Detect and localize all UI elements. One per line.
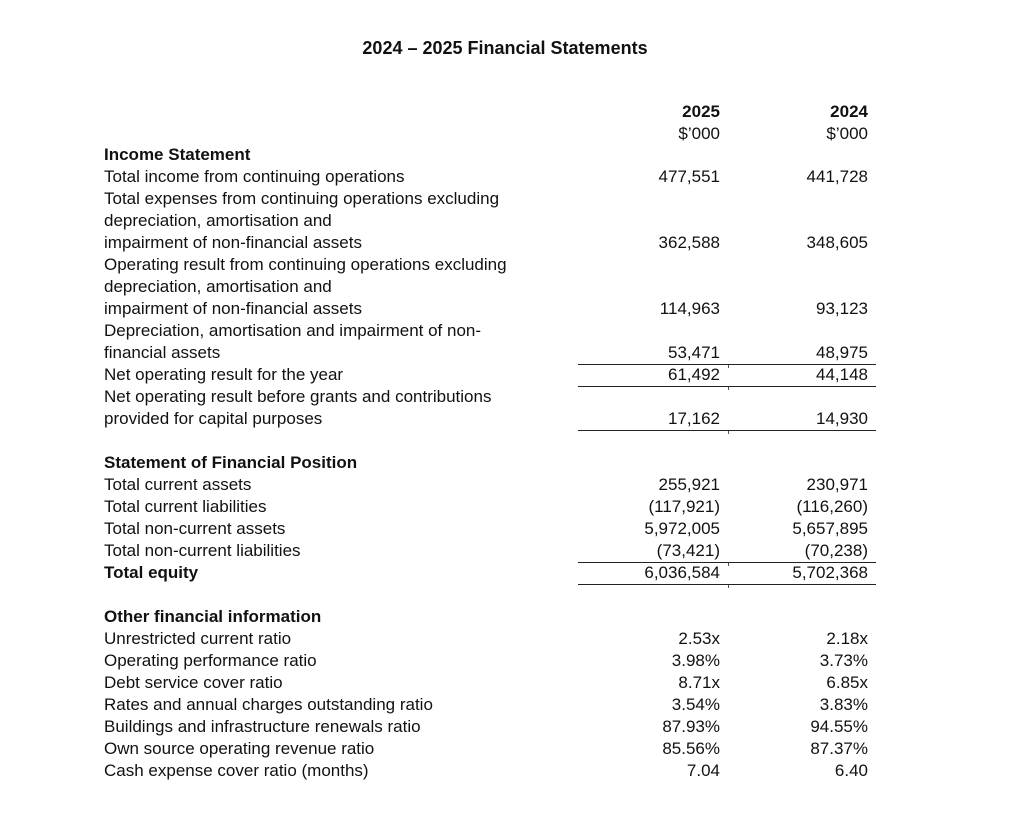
value-2024: 44,148 xyxy=(816,365,868,384)
table-row xyxy=(104,254,904,320)
value-2025: 477,551 xyxy=(658,167,720,186)
value-2024: 441,728 xyxy=(806,167,868,186)
row-label: Own source operating revenue ratio xyxy=(104,739,375,758)
row-label: Total current liabilities xyxy=(104,497,267,516)
table-row xyxy=(104,650,904,672)
value-2024: (70,238) xyxy=(804,541,868,560)
table-row xyxy=(104,518,904,540)
row-label: Net operating result before grants and contributions provided for capital purposes xyxy=(104,387,492,428)
value-2024: 94.55% xyxy=(810,717,868,736)
value-2024: 6.40 xyxy=(834,761,868,780)
section-heading-financial-position: Statement of Financial Position xyxy=(104,453,358,472)
row-label: Debt service cover ratio xyxy=(104,673,283,692)
row-label: Total non-current assets xyxy=(104,519,286,538)
column-year: 2025 xyxy=(682,102,720,121)
value-2024: 6.85x xyxy=(826,673,868,692)
column-header-2025 xyxy=(560,101,720,145)
table-row xyxy=(104,716,904,738)
value-2024: 14,930 xyxy=(816,409,868,428)
row-label: Total expenses from continuing operations excluding depreciation, amortisation and impairment of non-financial assets xyxy=(104,189,500,252)
value-2024: 93,123 xyxy=(816,299,868,318)
value-2024: 3.83% xyxy=(819,695,868,714)
table-row xyxy=(104,540,904,562)
section-heading-income-statement: Income Statement xyxy=(104,145,251,164)
value-2025: (117,921) xyxy=(648,497,720,516)
column-unit: $’000 xyxy=(678,124,720,143)
column-unit: $’000 xyxy=(826,124,868,143)
value-2025: 85.56% xyxy=(662,739,720,758)
table-row xyxy=(104,562,904,584)
value-2024: 348,605 xyxy=(806,233,868,252)
row-label: Total equity xyxy=(104,563,199,582)
financial-statement xyxy=(104,144,904,782)
value-2024: 2.18x xyxy=(826,629,868,648)
row-label: Total non-current liabilities xyxy=(104,541,301,560)
value-2025: 87.93% xyxy=(662,717,720,736)
section-heading-other-financial-information: Other financial information xyxy=(104,607,322,626)
value-2025: 7.04 xyxy=(686,761,720,780)
total-rule xyxy=(578,584,876,585)
table-row xyxy=(104,672,904,694)
row-label: Net operating result for the year xyxy=(104,365,344,384)
value-2025: 53,471 xyxy=(668,343,720,362)
value-2025: 114,963 xyxy=(659,299,720,318)
value-2025: (73,421) xyxy=(656,541,720,560)
value-2025: 8.71x xyxy=(678,673,720,692)
row-label: Total current assets xyxy=(104,475,252,494)
total-rule xyxy=(578,430,876,431)
row-label: Depreciation, amortisation and impairment of non- financial assets xyxy=(104,321,482,362)
row-label: Buildings and infrastructure renewals ratio xyxy=(104,717,421,736)
table-row xyxy=(104,474,904,496)
row-label: Unrestricted current ratio xyxy=(104,629,292,648)
value-2024: 48,975 xyxy=(816,343,868,362)
value-2025: 3.98% xyxy=(671,651,720,670)
value-2024: 5,702,368 xyxy=(792,563,868,582)
value-2025: 6,036,584 xyxy=(644,563,720,582)
section-spacer xyxy=(104,430,904,452)
row-label: Operating result from continuing operations excluding depreciation, amortisation and impairment of non-financial assets xyxy=(104,255,507,318)
row-label: Operating performance ratio xyxy=(104,651,317,670)
page-title: 2024 – 2025 Financial Statements xyxy=(362,38,648,58)
column-header-2024 xyxy=(708,101,868,145)
rule-tick xyxy=(728,585,729,588)
value-2024: 87.37% xyxy=(810,739,868,758)
table-row xyxy=(104,188,904,254)
value-2025: 362,588 xyxy=(658,233,720,252)
table-row xyxy=(104,386,904,430)
row-label: Total income from continuing operations xyxy=(104,167,405,186)
table-row xyxy=(104,496,904,518)
value-2024: 230,971 xyxy=(806,475,868,494)
value-2025: 5,972,005 xyxy=(644,519,720,538)
table-row xyxy=(104,364,904,386)
rule-tick xyxy=(728,431,729,434)
row-label: Rates and annual charges outstanding ratio xyxy=(104,695,433,714)
table-row xyxy=(104,320,904,364)
value-2024: 3.73% xyxy=(819,651,868,670)
table-row xyxy=(104,760,904,782)
value-2024: (116,260) xyxy=(796,497,868,516)
row-label: Cash expense cover ratio (months) xyxy=(104,761,369,780)
table-row xyxy=(104,738,904,760)
value-2025: 255,921 xyxy=(658,475,720,494)
table-row xyxy=(104,166,904,188)
table-row xyxy=(104,628,904,650)
value-2025: 61,492 xyxy=(668,365,720,384)
column-year: 2024 xyxy=(830,102,868,121)
table-row xyxy=(104,694,904,716)
value-2025: 2.53x xyxy=(678,629,720,648)
value-2025: 17,162 xyxy=(668,409,720,428)
section-spacer xyxy=(104,584,904,606)
value-2024: 5,657,895 xyxy=(792,519,868,538)
value-2025: 3.54% xyxy=(671,695,720,714)
